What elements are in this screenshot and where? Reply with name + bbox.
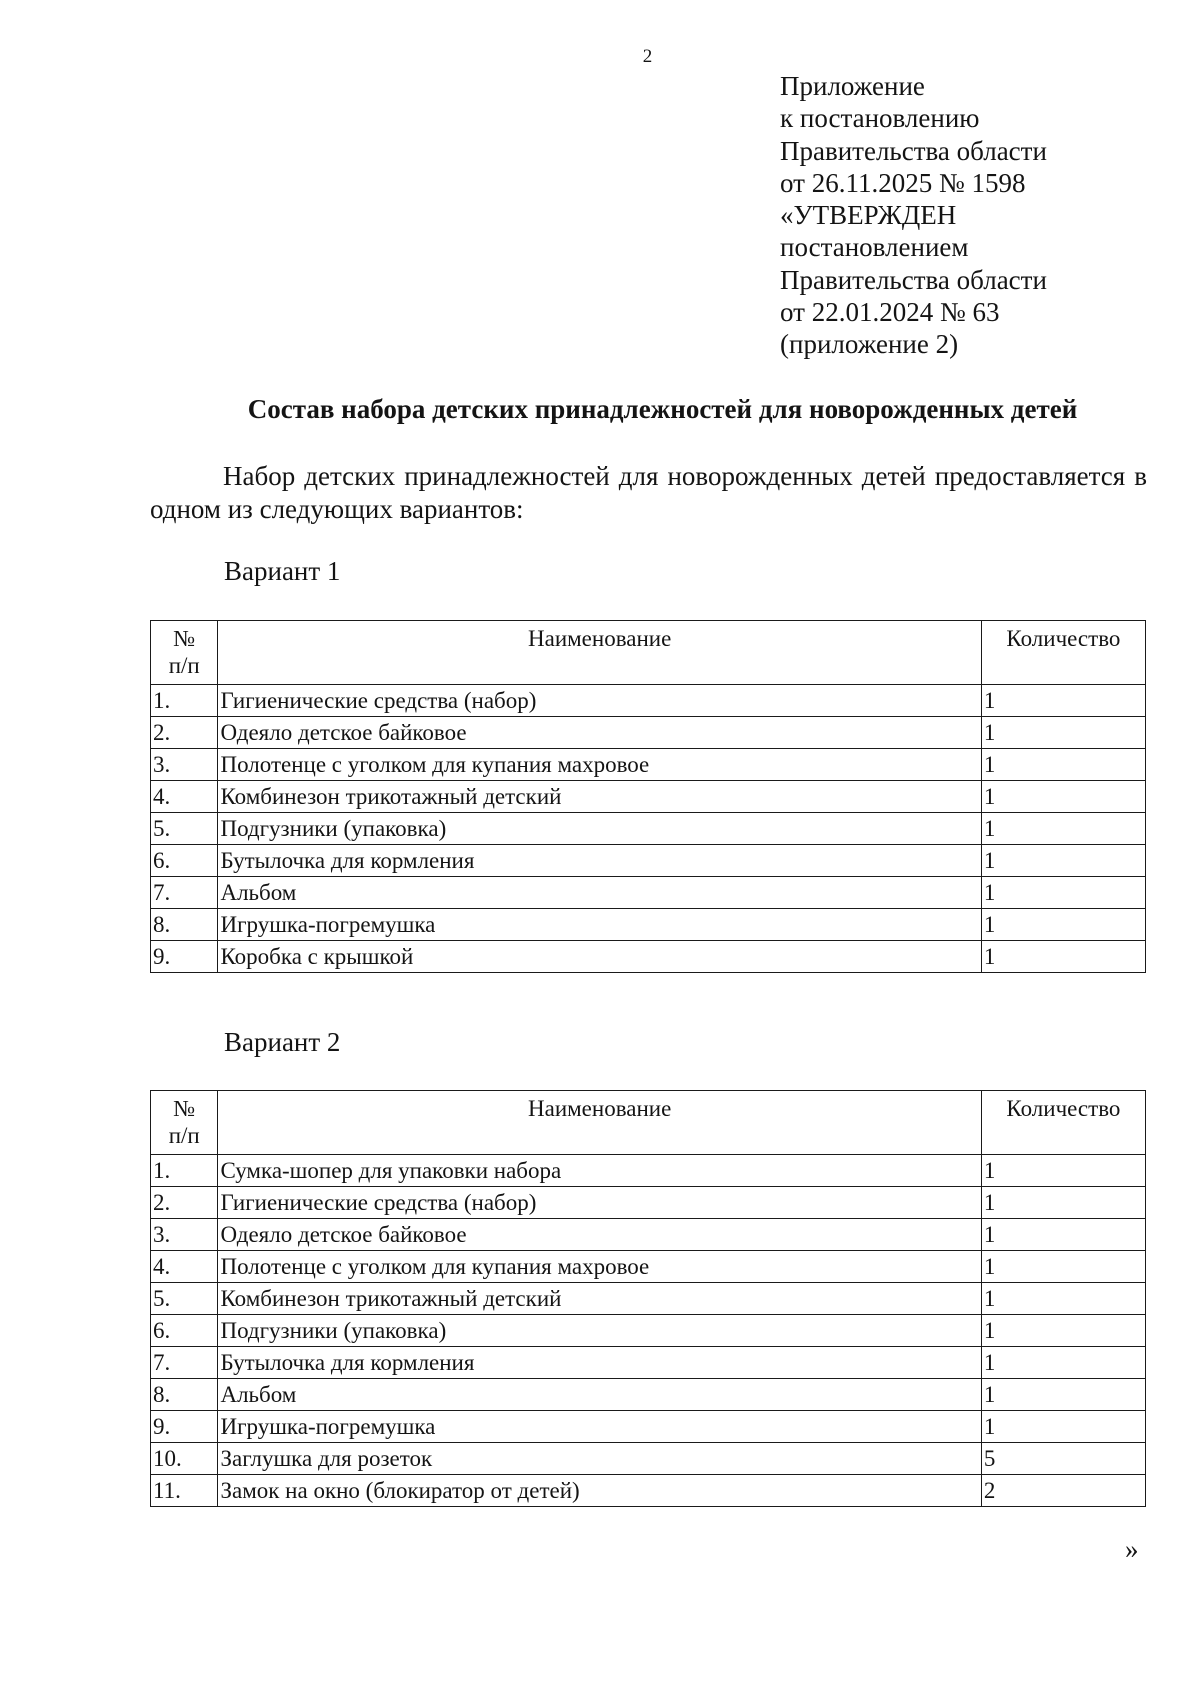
variant-2-heading: Вариант 2	[224, 1027, 341, 1057]
table-row	[151, 1443, 1146, 1475]
header-number-line: п/п	[168, 1123, 200, 1148]
table-row	[151, 1379, 1146, 1411]
row-name: Сумка-шопер для упаковки набора	[218, 1155, 981, 1187]
table-row	[151, 941, 1146, 973]
row-number: 6.	[151, 1315, 218, 1347]
row-number: 11.	[151, 1475, 218, 1507]
approval-line: Правительства области	[780, 135, 1047, 166]
row-name: Альбом	[218, 877, 981, 909]
row-name: Замок на окно (блокиратор от детей)	[218, 1475, 981, 1507]
row-name: Полотенце с уголком для купания махровое	[218, 749, 981, 781]
table-row	[151, 845, 1146, 877]
row-number: 3.	[151, 1219, 218, 1251]
row-number: 6.	[151, 845, 218, 877]
row-name: Комбинезон трикотажный детский	[218, 1283, 981, 1315]
header-number-line: №	[173, 1096, 196, 1121]
row-number: 2.	[151, 1187, 218, 1219]
row-number: 9.	[151, 941, 218, 973]
header-number-line: п/п	[168, 653, 200, 678]
row-quantity: 1	[981, 685, 1145, 717]
table-row	[151, 1475, 1146, 1507]
row-quantity: 1	[981, 1155, 1145, 1187]
approval-line: от 22.01.2024 № 63	[780, 297, 1000, 328]
header-name: Наименование	[218, 621, 981, 685]
row-quantity: 1	[981, 1219, 1145, 1251]
row-number: 8.	[151, 909, 218, 941]
row-quantity: 1	[981, 1187, 1145, 1219]
document-title: Состав набора детских принадлежностей для новорожденных детей	[247, 394, 1078, 424]
row-quantity: 1	[981, 813, 1145, 845]
row-number: 8.	[151, 1379, 218, 1411]
header-number	[151, 1091, 218, 1155]
table-row	[151, 813, 1146, 845]
row-quantity: 2	[981, 1475, 1145, 1507]
row-name: Бутылочка для кормления	[218, 1347, 981, 1379]
row-number: 4.	[151, 1251, 218, 1283]
approval-line: Правительства области	[780, 264, 1047, 295]
row-name: Альбом	[218, 1379, 981, 1411]
row-quantity: 1	[981, 845, 1145, 877]
table-row	[151, 877, 1146, 909]
approval-line: от 26.11.2025 № 1598	[780, 167, 1026, 198]
approval-line: Приложение	[780, 71, 925, 101]
row-name: Подгузники (упаковка)	[218, 813, 981, 845]
row-quantity: 1	[981, 717, 1145, 749]
row-quantity: 1	[981, 749, 1145, 781]
table-row	[151, 1219, 1146, 1251]
table-row	[151, 1187, 1146, 1219]
row-name: Гигиенические средства (набор)	[218, 1187, 981, 1219]
table-row	[151, 1251, 1146, 1283]
row-name: Игрушка-погремушка	[218, 1411, 981, 1443]
row-name: Заглушка для розеток	[218, 1443, 981, 1475]
row-name: Полотенце с уголком для купания махровое	[218, 1251, 981, 1283]
table-header-row	[151, 1091, 1146, 1155]
variant-1-heading: Вариант 1	[224, 556, 341, 586]
intro-paragraph: Набор детских принадлежностей для новорожденных детей предоставляется в одном из следующих вариантов:	[150, 461, 1147, 524]
row-quantity: 1	[981, 941, 1145, 973]
row-name: Одеяло детское байковое	[218, 717, 981, 749]
row-number: 5.	[151, 813, 218, 845]
approval-line: «УТВЕРЖДЕН	[780, 200, 957, 231]
row-quantity: 1	[981, 1411, 1145, 1443]
row-number: 4.	[151, 781, 218, 813]
row-number: 1.	[151, 1155, 218, 1187]
table-header-row	[151, 621, 1146, 685]
row-number: 5.	[151, 1283, 218, 1315]
row-quantity: 1	[981, 1347, 1145, 1379]
table-row	[151, 749, 1146, 781]
row-name: Подгузники (упаковка)	[218, 1315, 981, 1347]
table-row	[151, 1315, 1146, 1347]
variant-2-rows	[151, 1155, 1146, 1507]
approval-line: к постановлению	[780, 103, 980, 134]
approval-line: (приложение 2)	[780, 329, 959, 360]
variant-2-table	[150, 1090, 1146, 1507]
row-number: 10.	[151, 1443, 218, 1475]
row-quantity: 1	[981, 909, 1145, 941]
table-row	[151, 909, 1146, 941]
row-name: Коробка с крышкой	[218, 941, 981, 973]
row-quantity: 1	[981, 1251, 1145, 1283]
variant-1-rows	[151, 685, 1146, 973]
header-number	[151, 621, 218, 685]
table-row	[151, 717, 1146, 749]
table-row	[151, 1155, 1146, 1187]
variant-1-table	[150, 620, 1146, 973]
row-name: Гигиенические средства (набор)	[218, 685, 981, 717]
row-quantity: 1	[981, 1315, 1145, 1347]
row-number: 7.	[151, 1347, 218, 1379]
row-name: Игрушка-погремушка	[218, 909, 981, 941]
closing-quote: »	[1125, 1534, 1139, 1564]
row-number: 3.	[151, 749, 218, 781]
table-row	[151, 1347, 1146, 1379]
row-quantity: 1	[981, 1283, 1145, 1315]
header-quantity: Количество	[981, 1091, 1145, 1155]
approval-block	[780, 70, 1047, 361]
row-quantity: 1	[981, 877, 1145, 909]
table-row	[151, 1411, 1146, 1443]
row-number: 7.	[151, 877, 218, 909]
row-number: 9.	[151, 1411, 218, 1443]
row-quantity: 1	[981, 781, 1145, 813]
table-row	[151, 781, 1146, 813]
row-quantity: 1	[981, 1379, 1145, 1411]
header-quantity: Количество	[981, 621, 1145, 685]
header-number-line: №	[173, 626, 196, 651]
row-quantity: 5	[981, 1443, 1145, 1475]
table-row	[151, 1283, 1146, 1315]
row-number: 1.	[151, 685, 218, 717]
row-name: Одеяло детское байковое	[218, 1219, 981, 1251]
row-name: Бутылочка для кормления	[218, 845, 981, 877]
row-number: 2.	[151, 717, 218, 749]
header-name: Наименование	[218, 1091, 981, 1155]
page-number: 2	[642, 46, 653, 67]
approval-line: постановлением	[780, 232, 969, 263]
table-row	[151, 685, 1146, 717]
row-name: Комбинезон трикотажный детский	[218, 781, 981, 813]
